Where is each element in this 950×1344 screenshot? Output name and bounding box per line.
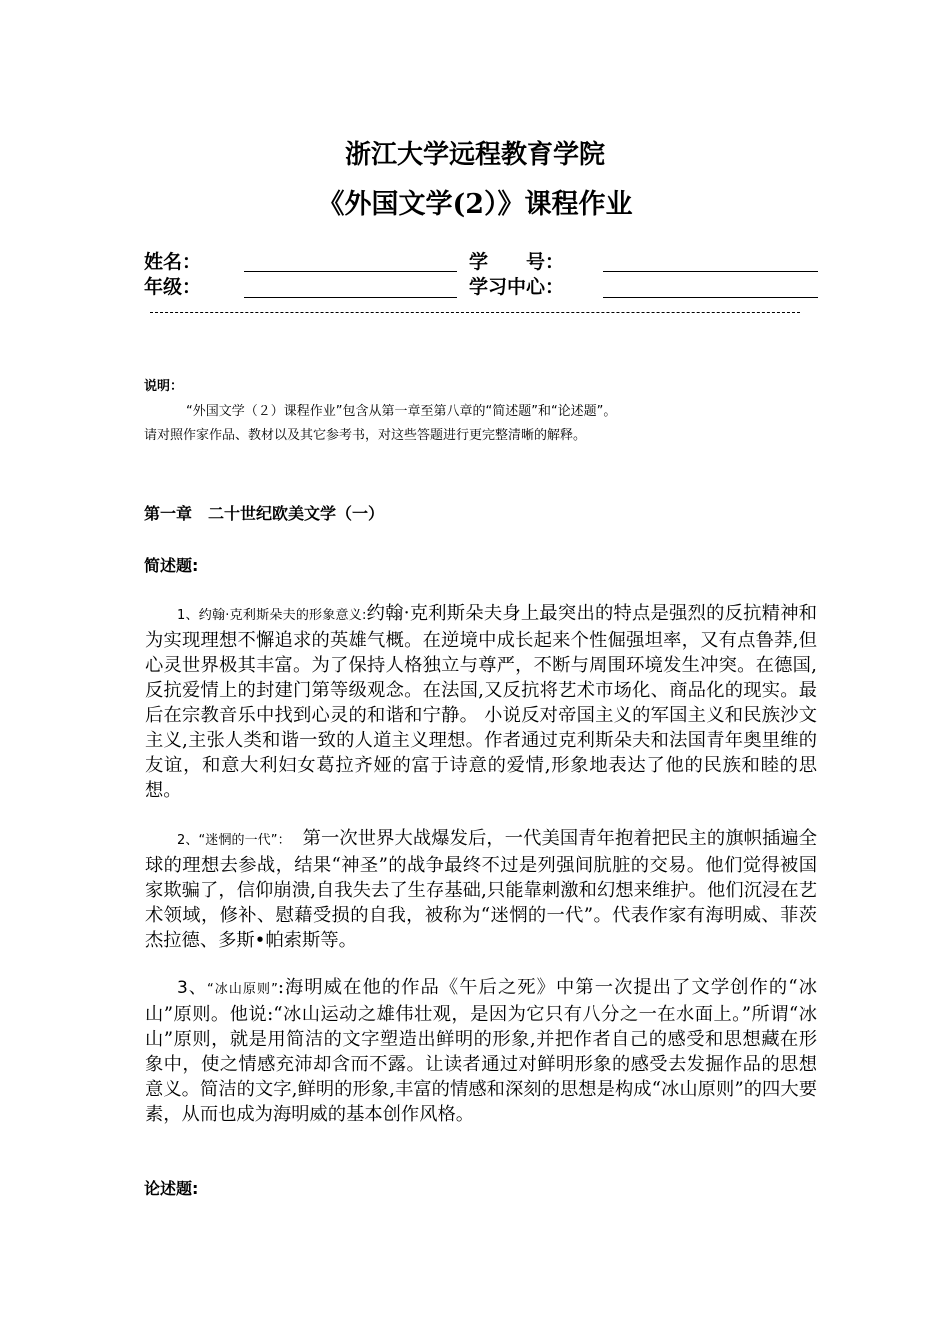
grade-label: 年级： [144,276,202,298]
school-title: 浙江大学远程教育学院 [344,140,605,170]
answer-2-lead: 2、“迷惘的一代”： [177,833,285,848]
instructions-line-2: 请对照作家作品、教材以及其它参考书，对这些答题进行更完整清晰的解释。 [144,428,587,443]
answer-3 [145,975,817,1127]
learning-center-field[interactable] [603,297,818,298]
separator-line [150,312,800,313]
chapter-title: 第一章 二十世纪欧美文学（一） [144,504,385,523]
answer-1-lead: 1、约翰·克利斯朵夫的形象意义: [177,608,367,623]
name-field[interactable] [244,271,457,272]
student-id-field[interactable] [603,271,818,272]
course-title: 《外国文学(2）》课程作业 [317,189,633,220]
name-label: 姓名： [144,251,202,273]
essay-label: 论述题: [144,1179,199,1198]
answer-2-text: 第一次世界大战爆发后，一代美国青年抱着把民主的旗帜插遍全球的理想去参战，结果“神圣”的战争最终不过是列强间肮脏的交易。他们觉得被国家欺骗了，信仰崩溃,自我失去了生存基础,只能靠刺激和幻想来维护。他们沉浸在艺术领域，修补、慰藉受损的自我，被称为“迷惘的一代”。代表作家有海明威、菲茨杰拉德、多斯•帕索斯等。 [145,828,817,951]
answer-3-number: 3、 [177,978,207,998]
student-id-label: 学 号： [469,251,565,273]
instructions-line-1: “外国文学（２）课程作业”包含从第一章至第八章的“简述题”和“论述题”。 [186,404,617,419]
answer-3-text: :海明威在他的作品《午后之死》中第一次提出了文学创作的“冰山”原则。他说:“冰山运动之雄伟壮观，是因为它只有八分之一在水面上。”所谓“冰山”原则，就是用简洁的文字塑造出鲜明的形象,并把作者自己的感受和思想藏在形象中，使之情感充沛却含而不露。让读者通过对鲜明形象的感受去发掘作品的思想意义。简洁的文字,鲜明的形象,丰富的情感和深刻的思想是构成“冰山原则”的四大要素，从而也成为海明威的基本创作风格。 [145,977,817,1125]
short-answer-label: 简述题: [144,556,199,575]
answer-2 [145,826,817,953]
answer-1 [145,601,817,803]
answer-3-lead: “冰山原则” [206,982,278,997]
instructions-label: 说明： [144,379,184,394]
grade-field[interactable] [244,297,457,298]
answer-1-text: 约翰·克利斯朵夫身上最突出的特点是强烈的反抗精神和为实现理想不懈追求的英雄气概。在逆境中成长起来个性倔强坦率，又有点鲁莽,但心灵世界极其丰富。为了保持人格独立与尊严，不断与周围环境发生冲突。在德国,反抗爱情上的封建门第等级观念。在法国,又反抗将艺术市场化、商品化的现实。最后在宗教音乐中找到心灵的和谐和宁静。 小说反对帝国主义的军国主义和民族沙文主义,主张人类和谐一致的人道主义理想。作者通过克利斯朵夫和法国青年奥里维的友谊，和意大利妇女葛拉齐娅的富于诗意的爱情,形象地表达了他的民族和睦的思想。 [145,603,817,801]
learning-center-label: 学习中心： [469,276,565,298]
